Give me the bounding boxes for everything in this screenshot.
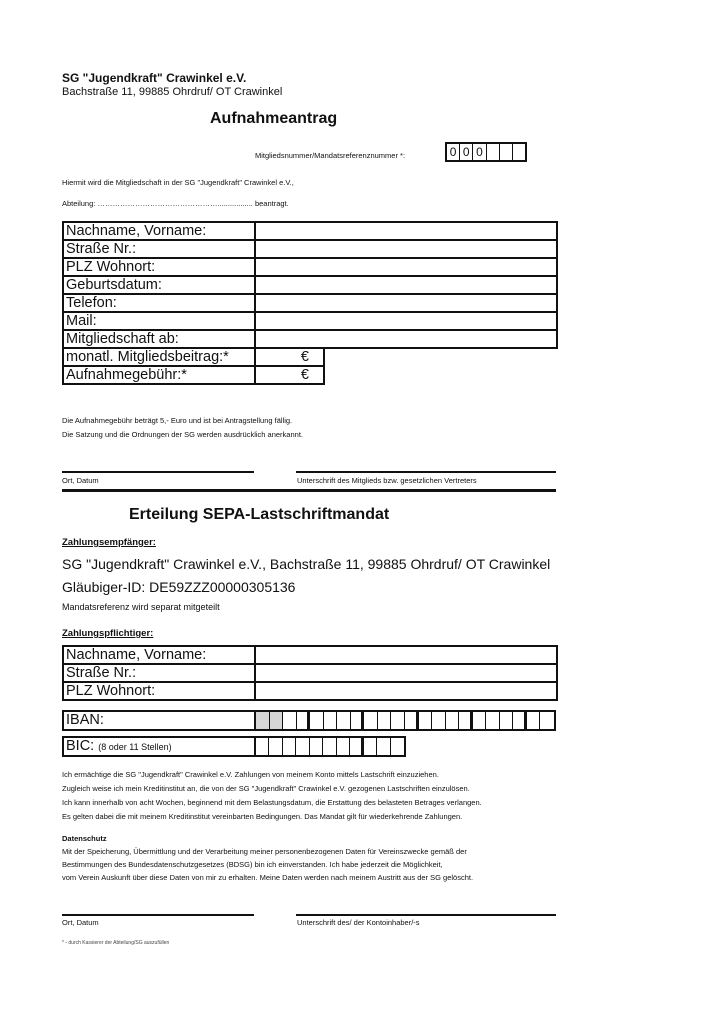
form-row xyxy=(63,348,557,366)
field-label: PLZ Wohnort: xyxy=(63,682,255,700)
sepa-title: Erteilung SEPA-Lastschriftmandat xyxy=(129,506,390,523)
zip-city-field[interactable] xyxy=(255,258,557,276)
statute-note: Die Satzung und die Ordnungen der SG werden ausdrücklich anerkannt. xyxy=(62,430,303,439)
form-row xyxy=(63,646,557,664)
field-label: PLZ Wohnort: xyxy=(63,258,255,276)
iban-cell[interactable] xyxy=(337,712,351,729)
field-label: Nachname, Vorname: xyxy=(63,222,255,240)
bic-label: BIC: xyxy=(66,738,95,754)
form-row xyxy=(63,664,557,682)
authorization-text: Ich ermächtige die SG "Jugendkraft" Crawinkel e.V. Zahlungen von meinem Konto mittels Lastschrift einzuziehen. xyxy=(62,770,439,779)
form-row xyxy=(63,258,557,276)
monthly-fee-field[interactable]: € xyxy=(255,348,324,366)
iban-cell[interactable] xyxy=(297,712,311,729)
iban-cell[interactable] xyxy=(270,712,284,729)
iban-cell[interactable] xyxy=(513,712,527,729)
application-form-table xyxy=(62,221,558,385)
iban-cell[interactable] xyxy=(486,712,500,729)
iban-cell[interactable] xyxy=(459,712,473,729)
reference-cell[interactable]: 0 xyxy=(447,144,460,160)
payee-heading: Zahlungsempfänger: xyxy=(62,537,156,548)
privacy-text: Mit der Speicherung, Übermittlung und der Verarbeitung meiner personenbezogenen Daten für Vereinszwecke gemäß der xyxy=(62,847,467,856)
form-row xyxy=(63,330,557,348)
field-label: Nachname, Vorname: xyxy=(63,646,255,664)
iban-label: IBAN: xyxy=(66,712,104,728)
payer-street-field[interactable] xyxy=(255,664,557,682)
form-row xyxy=(63,240,557,258)
payer-name-field[interactable] xyxy=(255,646,557,664)
name-field[interactable] xyxy=(255,222,557,240)
payer-zip-city-field[interactable] xyxy=(255,682,557,700)
bic-label-box xyxy=(62,736,255,757)
bic-cell[interactable] xyxy=(256,738,269,755)
privacy-heading: Datenschutz xyxy=(62,834,107,843)
field-label: Mitgliedschaft ab: xyxy=(63,330,255,348)
reference-number-label: Mitgliedsnummer/Mandatsreferenznummer *: xyxy=(255,151,406,160)
reference-cell[interactable]: 0 xyxy=(473,144,486,160)
bic-hint: (8 oder 11 Stellen) xyxy=(98,742,172,752)
department-line[interactable]: Abteilung: …………………………………………................. beantragt. xyxy=(62,199,289,208)
iban-cell[interactable] xyxy=(283,712,297,729)
field-label: Geburtsdatum: xyxy=(63,276,255,294)
footnote: * - durch Kassierer der Abteilung/SG auszufüllen xyxy=(62,940,170,946)
payer-heading: Zahlungspflichtiger: xyxy=(62,628,154,639)
place-date-label: Ort, Datum xyxy=(62,476,99,485)
application-title: Aufnahmeantrag xyxy=(210,110,338,127)
fee-note: Die Aufnahmegebühr beträgt 5,- Euro und ist bei Antragstellung fällig. xyxy=(62,416,293,425)
iban-cell[interactable] xyxy=(378,712,392,729)
iban-cell[interactable] xyxy=(432,712,446,729)
reference-cell[interactable] xyxy=(487,144,500,160)
bic-cell[interactable] xyxy=(364,738,377,755)
field-label: Telefon: xyxy=(63,294,255,312)
form-row xyxy=(63,312,557,330)
iban-cell[interactable] xyxy=(324,712,338,729)
street-field[interactable] xyxy=(255,240,557,258)
authorization-text: Ich kann innerhalb von acht Wochen, beginnend mit dem Belastungsdatum, die Erstattung des belasteten Betrages verlangen. xyxy=(62,798,482,807)
iban-cell[interactable] xyxy=(473,712,487,729)
mail-field[interactable] xyxy=(255,312,557,330)
privacy-text: Bestimmungen des Bundesdatenschutzgesetzes (BDSG) bin ich einverstanden. Ich habe jederzeit die Möglichkeit, xyxy=(62,860,443,869)
mandate-reference-note: Mandatsreferenz wird separat mitgeteilt xyxy=(62,602,220,612)
bic-cell[interactable] xyxy=(391,738,404,755)
signature-line[interactable] xyxy=(62,914,254,916)
signature-line[interactable] xyxy=(296,914,556,916)
iban-cell[interactable] xyxy=(405,712,419,729)
reference-cell[interactable]: 0 xyxy=(460,144,473,160)
payee-details: SG "Jugendkraft" Crawinkel e.V., Bachstraße 11, 99885 Ohrdruf/ OT Crawinkel xyxy=(62,556,551,572)
organization-name: SG "Jugendkraft" Crawinkel e.V. xyxy=(62,71,247,85)
authorization-text: Es gelten dabei die mit meinem Kreditinstitut vereinbarten Bedingungen. Das Mandat gilt für wiederkehrende Zahlungen. xyxy=(62,812,463,821)
field-label: monatl. Mitgliedsbeitrag:* xyxy=(63,348,255,366)
signature-line[interactable] xyxy=(296,471,556,473)
phone-field[interactable] xyxy=(255,294,557,312)
section-divider xyxy=(62,489,556,492)
iban-cell[interactable] xyxy=(500,712,514,729)
birthdate-field[interactable] xyxy=(255,276,557,294)
iban-cell[interactable] xyxy=(310,712,324,729)
bic-cell[interactable] xyxy=(377,738,390,755)
field-label: Straße Nr.: xyxy=(63,664,255,682)
form-row xyxy=(63,682,557,700)
form-row xyxy=(63,366,557,384)
bic-cell[interactable] xyxy=(337,738,350,755)
bic-cell[interactable] xyxy=(350,738,364,755)
place-date-label: Ort, Datum xyxy=(62,918,99,927)
iban-cell[interactable] xyxy=(446,712,460,729)
membership-start-field[interactable] xyxy=(255,330,557,348)
iban-cell[interactable] xyxy=(364,712,378,729)
authorization-text: Zugleich weise ich mein Kreditinstitut an, die von der SG "Jugendkraft" Crawinkel e.V. gezogenen Lastschriften einzulösen. xyxy=(62,784,470,793)
privacy-text: vom Verein Auskunft über diese Daten von mir zu erhalten. Meine Daten werden nach meinem Austritt aus der SG gelöscht. xyxy=(62,873,474,882)
iban-cell[interactable] xyxy=(351,712,365,729)
bic-input[interactable] xyxy=(254,736,406,757)
iban-cell[interactable] xyxy=(527,712,541,729)
reference-number-boxes[interactable] xyxy=(445,142,527,162)
bic-cell[interactable] xyxy=(269,738,282,755)
organization-address: Bachstraße 11, 99885 Ohrdruf/ OT Crawinkel xyxy=(62,86,283,98)
iban-label-box xyxy=(62,710,255,731)
iban-cell[interactable] xyxy=(256,712,270,729)
form-row xyxy=(63,294,557,312)
iban-cell[interactable] xyxy=(391,712,405,729)
payer-form-table xyxy=(62,645,558,701)
field-label: Straße Nr.: xyxy=(63,240,255,258)
bic-cell[interactable] xyxy=(296,738,309,755)
signature-line[interactable] xyxy=(62,471,254,473)
membership-intro: Hiermit wird die Mitgliedschaft in der SG "Jugendkraft" Crawinkel e.V., xyxy=(62,178,294,187)
member-signature-label: Unterschrift des Mitglieds bzw. gesetzlichen Vertreters xyxy=(297,476,477,485)
bic-cell[interactable] xyxy=(323,738,336,755)
iban-input[interactable] xyxy=(254,710,556,731)
iban-cell[interactable] xyxy=(419,712,433,729)
account-holder-signature-label: Unterschrift des/ der Kontoinhaber/-s xyxy=(297,918,420,927)
bic-cell[interactable] xyxy=(310,738,323,755)
form-row xyxy=(63,276,557,294)
form-row xyxy=(63,222,557,240)
field-label: Aufnahmegebühr:* xyxy=(63,366,255,384)
admission-fee-field[interactable]: € xyxy=(255,366,324,384)
field-label: Mail: xyxy=(63,312,255,330)
reference-cell[interactable] xyxy=(513,144,525,160)
bic-cell[interactable] xyxy=(283,738,296,755)
reference-cell[interactable] xyxy=(500,144,513,160)
creditor-id: Gläubiger-ID: DE59ZZZ00000305136 xyxy=(62,579,296,595)
iban-cell[interactable] xyxy=(540,712,554,729)
